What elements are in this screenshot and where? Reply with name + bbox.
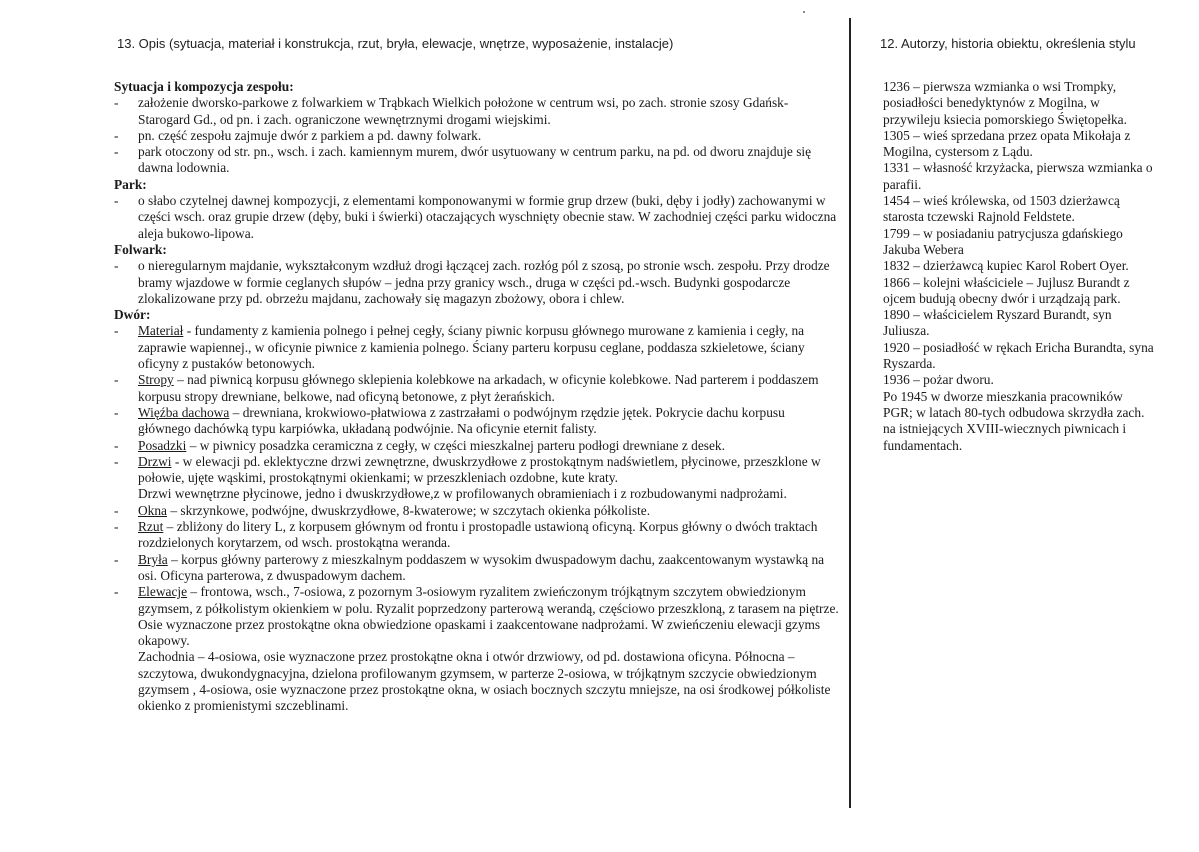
section-title: Dwór:: [114, 307, 151, 323]
history-entry: 1305 – wieś sprzedana przez opata Mikołaja z Mogilna, cystersom z Lądu.: [883, 127, 1131, 160]
history-column: [883, 79, 1155, 454]
item-text: – w piwnicy posadzka ceramiczna z cegły, w części mieszkalnej parteru podłogi drewniane z desek.: [186, 437, 725, 453]
item-text: - fundamenty z kamienia polnego i pełnej cegły, ściany piwnic korpusu głównego murowane z kamienia i cegły, na zaprawie wapiennej., w oficynie piwnice z kamienia polnego. Ściany parteru korpusu ceglane, poddasza szkieletowe, ściany oficyny z pustaków betonowych.: [138, 323, 805, 372]
scan-speck: [803, 11, 805, 13]
bullet-dash: -: [114, 437, 119, 453]
item-lead-term: Materiał: [138, 323, 184, 339]
history-entry: 1799 – w posiadaniu patrycjusza gdańskiego Jakuba Webera: [883, 225, 1123, 257]
history-header: 12. Autorzy, historia obiektu, określenia stylu: [880, 36, 1136, 51]
item-continuation: Zachodnia – 4-osiowa, osie wyznaczone przez prostokątne okna i otwór drzwiowy, od pd. dostawiona oficyna. Północna – szczytowa, dwukondygnacyjna, dzielona profilowanym gzymsem, w parterze 2-osiowa, w trójkątnym szczycie obwiedzionym gzymsem , 4-osiowa, osie wyznaczone przez prostokątne okna, w osiach bocznych szczytu mniejsze, na osi środkowej półkoliste okienko z promienistymi szczeblinami.: [138, 649, 831, 714]
item-text: – drewniana, krokwiowo-płatwiowa z zastrzałami o podwójnym rzędzie jętek. Pokrycie dachu korpusu głównego dachówką typu karpiówka, układaną podwójnie. Na oficynie eternit falisty.: [138, 404, 785, 437]
item-lead-term: Posadzki: [138, 437, 187, 453]
bullet-dash: -: [114, 323, 119, 339]
item-lead-term: Więźba dachowa: [138, 404, 230, 420]
section-title: Folwark:: [114, 241, 167, 257]
bullet-dash: -: [114, 584, 119, 600]
item-text: założenie dworsko-parkowe z folwarkiem w Trąbkach Wielkich położone w centrum wsi, po zach. stronie szosy Gdańsk- Starogard Gd., od pn. i zach. ograniczone wewnętrznymi drogami wiejskimi.: [138, 95, 789, 127]
history-entry: 1890 – właścicielem Ryszard Burandt, syn Juliusza.: [883, 307, 1112, 339]
bullet-dash: -: [114, 453, 119, 469]
bullet-item: [114, 95, 840, 128]
bullet-dash: -: [114, 95, 119, 111]
bullet-item: [114, 552, 840, 585]
history-entry: 1236 – pierwsza wzmianka o wsi Trompky, posiadłości benedyktynów z Mogilna, w przywileju ksiecia pomorskiego Świętopełka.: [883, 79, 1127, 127]
bullet-dash: -: [114, 127, 119, 143]
section-title: Sytuacja i kompozycja zespołu:: [114, 79, 294, 94]
bullet-dash: -: [114, 551, 119, 567]
item-text: – frontowa, wsch., 7-osiowa, z pozornym 3-osiowym ryzalitem zwieńczonym trójkątnym szczytem obwiedzionym gzymsem, z półkolistym okienkiem w polu. Ryzalit poprzedzony parterową werandą, częściowo przeszkloną, z tarasem na piętrze. Osie wyznaczone przez prostokątne okna obwiedzione opaskami i zaakcentowane nadprożami. W zwieńczeniu elewacji gzyms okapowy.: [138, 584, 839, 649]
bullet-item: [114, 144, 840, 177]
column-divider: [849, 18, 851, 808]
item-text: - w elewacji pd. eklektyczne drzwi zewnętrzne, dwuskrzydłowe z prostokątnym nadświetlem, płycinowe, przeszklone w połowie, ujęte wąskimi, prostokątnymi okienkami; w przeszkleniach ozdobne, kute kraty.: [138, 453, 821, 486]
bullet-item: [114, 128, 840, 144]
bullet-item: [114, 258, 840, 307]
item-lead-term: Drzwi: [138, 453, 172, 469]
item-text: park otoczony od str. pn., wsch. i zach. kamiennym murem, dwór usytuowany w centrum parku, na pd. od dworu znajduje się dawna lodownia.: [138, 144, 812, 176]
description-column: [114, 79, 840, 715]
bullet-dash: -: [114, 193, 119, 209]
bullet-dash: -: [114, 519, 119, 535]
item-text: pn. część zespołu zajmuje dwór z parkiem a pd. dawny folwark.: [138, 127, 482, 143]
item-continuation: Drzwi wewnętrzne płycinowe, jedno i dwuskrzydłowe,z w profilowanych obramieniach i z rozbudowanymi nadprożami.: [138, 486, 787, 502]
bullet-item: [114, 193, 840, 242]
history-entry: 1936 – pożar dworu.: [883, 372, 994, 388]
item-text: – zbliżony do litery L, z korpusem głównym od frontu i prostopadle ustawioną oficyną. Korpus główny o dwóch traktach rozdzielonych korytarzem, od wsch. prostokątna weranda.: [138, 519, 818, 551]
history-entry: 1920 – posiadłość w rękach Ericha Burandta, syna Ryszarda.: [883, 339, 1154, 372]
history-entry: 1331 – własność krzyżacka, pierwsza wzmianka o parafii.: [883, 160, 1153, 192]
history-entry: 1866 – kolejni właściciele – Jujlusz Burandt z ojcem budują obecny dwór i urządzają park.: [883, 274, 1130, 306]
item-text: – skrzynkowe, podwójne, dwuskrzydłowe, 8-kwaterowe; w szczytach okienka półkoliste.: [167, 502, 651, 518]
item-text: o nieregularnym majdanie, wykształconym wzdłuż drogi łączącej zach. rozłóg pól z szosą, po stronie wsch. zespołu. Przy drodze bramy wjazdowe w formie ceglanych słupów – jedna przy granicy wsch., druga w części pd.-wsch. Budynki gospodarcze zlokalizowane przy pd. obrzeżu majdanu, zachowały się magazyn zbożowy, obora i chlew.: [138, 258, 830, 306]
bullet-item: [114, 454, 840, 487]
bullet-item: [114, 405, 840, 438]
item-lead-term: Stropy: [138, 372, 174, 388]
history-entry: 1832 – dzierżawcą kupiec Karol Robert Oyer.: [883, 258, 1129, 274]
item-text: o słabo czytelnej dawnej kompozycji, z elementami komponowanymi w formie grup drzew (buki, dęby i jodły) zachowanymi w części wsch. oraz grupie drzew (dęby, buki i świerki) otaczających wyschnięty obecnie staw. W zachodniej części parku widoczna aleja bukowo-lipowa.: [138, 193, 837, 241]
bullet-dash: -: [114, 144, 119, 160]
bullet-dash: -: [114, 502, 119, 518]
item-lead-term: Rzut: [138, 519, 164, 535]
history-entry: 1454 – wieś królewska, od 1503 dzierżawcą starosta tczewski Rajnold Feldstete.: [883, 193, 1120, 225]
item-lead-term: Bryła: [138, 551, 168, 567]
bullet-dash: -: [114, 258, 119, 274]
description-header: 13. Opis (sytuacja, materiał i konstrukcja, rzut, bryła, elewacje, wnętrze, wyposażenie, instalacje): [117, 36, 674, 51]
bullet-item: [114, 503, 840, 519]
bullet-dash: -: [114, 404, 119, 420]
item-lead-term: Okna: [138, 502, 168, 518]
bullet-item: [114, 438, 840, 454]
bullet-dash: -: [114, 372, 119, 388]
bullet-item: [114, 323, 840, 372]
bullet-item: [114, 584, 840, 649]
item-lead-term: Elewacje: [138, 584, 188, 600]
bullet-item: [114, 519, 840, 552]
item-text: – nad piwnicą korpusu głównego sklepienia kolebkowe na arkadach, w oficynie kolebkowe. Nad parterem i poddaszem korpusu stropy drewniane, belkowe, nad oficyną betonowe, z płyt żerańskich.: [138, 372, 819, 404]
section-title: Park:: [114, 176, 147, 192]
bullet-item: [114, 372, 840, 405]
item-text: – korpus główny parterowy z mieszkalnym poddaszem w wysokim dwuspadowym dachu, zaakcentowanym wystawką na osi. Oficyna parterowa, z dwuspadowym dachem.: [138, 551, 825, 583]
history-entry: Po 1945 w dworze mieszkania pracowników PGR; w latach 80-tych odbudowa skrzydła zach. na istniejących XVIII-wiecznych piwnicach i fundamentach.: [883, 388, 1145, 453]
